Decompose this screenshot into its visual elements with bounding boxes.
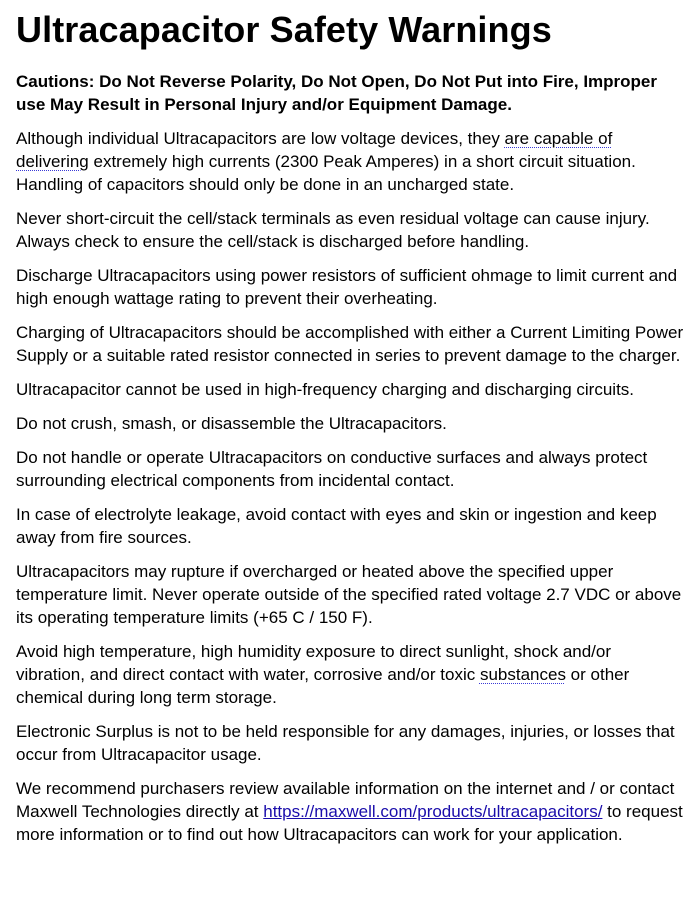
paragraph-high-frequency: Ultracapacitor cannot be used in high-frequency charging and discharging circuits. <box>16 380 635 399</box>
paragraph-recommendation <box>16 777 684 846</box>
paragraph-storage <box>16 640 684 709</box>
paragraph-crush: Do not crush, smash, or disassemble the Ultracapacitors. <box>16 414 447 433</box>
paragraph-text: Avoid high temperature, high humidity exposure to direct sunlight, shock and/or vibration, and direct contact with water, corrosive and/or toxic <box>16 642 612 684</box>
cautions-heading: Cautions: Do Not Reverse Polarity, Do Not Open, Do Not Put into Fire, Improper use May Result in Personal Injury and/or Equipment Damage. <box>16 72 658 114</box>
paragraph-electrolyte-leakage: In case of electrolyte leakage, avoid contact with eyes and skin or ingestion and keep away from fire sources. <box>16 505 657 547</box>
paragraph-text: Although individual Ultracapacitors are low voltage devices, they <box>16 129 505 148</box>
paragraph-text: extremely high currents (2300 Peak Amperes) in a short circuit situation. Handling of capacitors should only be done in an uncharged state. <box>16 152 636 194</box>
paragraph-liability: Electronic Surplus is not to be held responsible for any damages, injuries, or losses that occur from Ultracapacitor usage. <box>16 722 675 764</box>
paragraph-rupture: Ultracapacitors may rupture if overcharged or heated above the specified upper temperature limit. Never operate outside of the specified rated voltage 2.7 VDC or above its operating temperature limits (+65 C / 150 F). <box>16 562 682 627</box>
spellcheck-marked-text: substances <box>479 665 566 684</box>
maxwell-link[interactable]: https://maxwell.com/products/ultracapacitors/ <box>263 802 603 821</box>
paragraph-short-circuit: Never short-circuit the cell/stack terminals as even residual voltage can cause injury. Always check to ensure the cell/stack is discharged before handling. <box>16 209 650 251</box>
paragraph-high-current <box>16 127 684 196</box>
paragraph-text: We recommend purchasers review available information on the internet and / or contact Maxwell Technologies directly at <box>16 779 675 821</box>
paragraph-text: to request more information or to find out how Ultracapacitors can work for your application. <box>16 802 683 844</box>
paragraph-text: or other chemical during long term storage. <box>16 665 630 707</box>
paragraph-charging: Charging of Ultracapacitors should be accomplished with either a Current Limiting Power Supply or a suitable rated resistor connected in series to prevent damage to the charger. <box>16 323 684 365</box>
paragraph-conductive-surfaces: Do not handle or operate Ultracapacitors on conductive surfaces and always protect surrounding electrical components from incidental contact. <box>16 448 648 490</box>
paragraph-discharge: Discharge Ultracapacitors using power resistors of sufficient ohmage to limit current and high enough wattage rating to prevent their overheating. <box>16 266 678 308</box>
spellcheck-marked-text: are capable of delivering <box>16 129 613 171</box>
page-title: Ultracapacitor Safety Warnings <box>16 9 552 50</box>
